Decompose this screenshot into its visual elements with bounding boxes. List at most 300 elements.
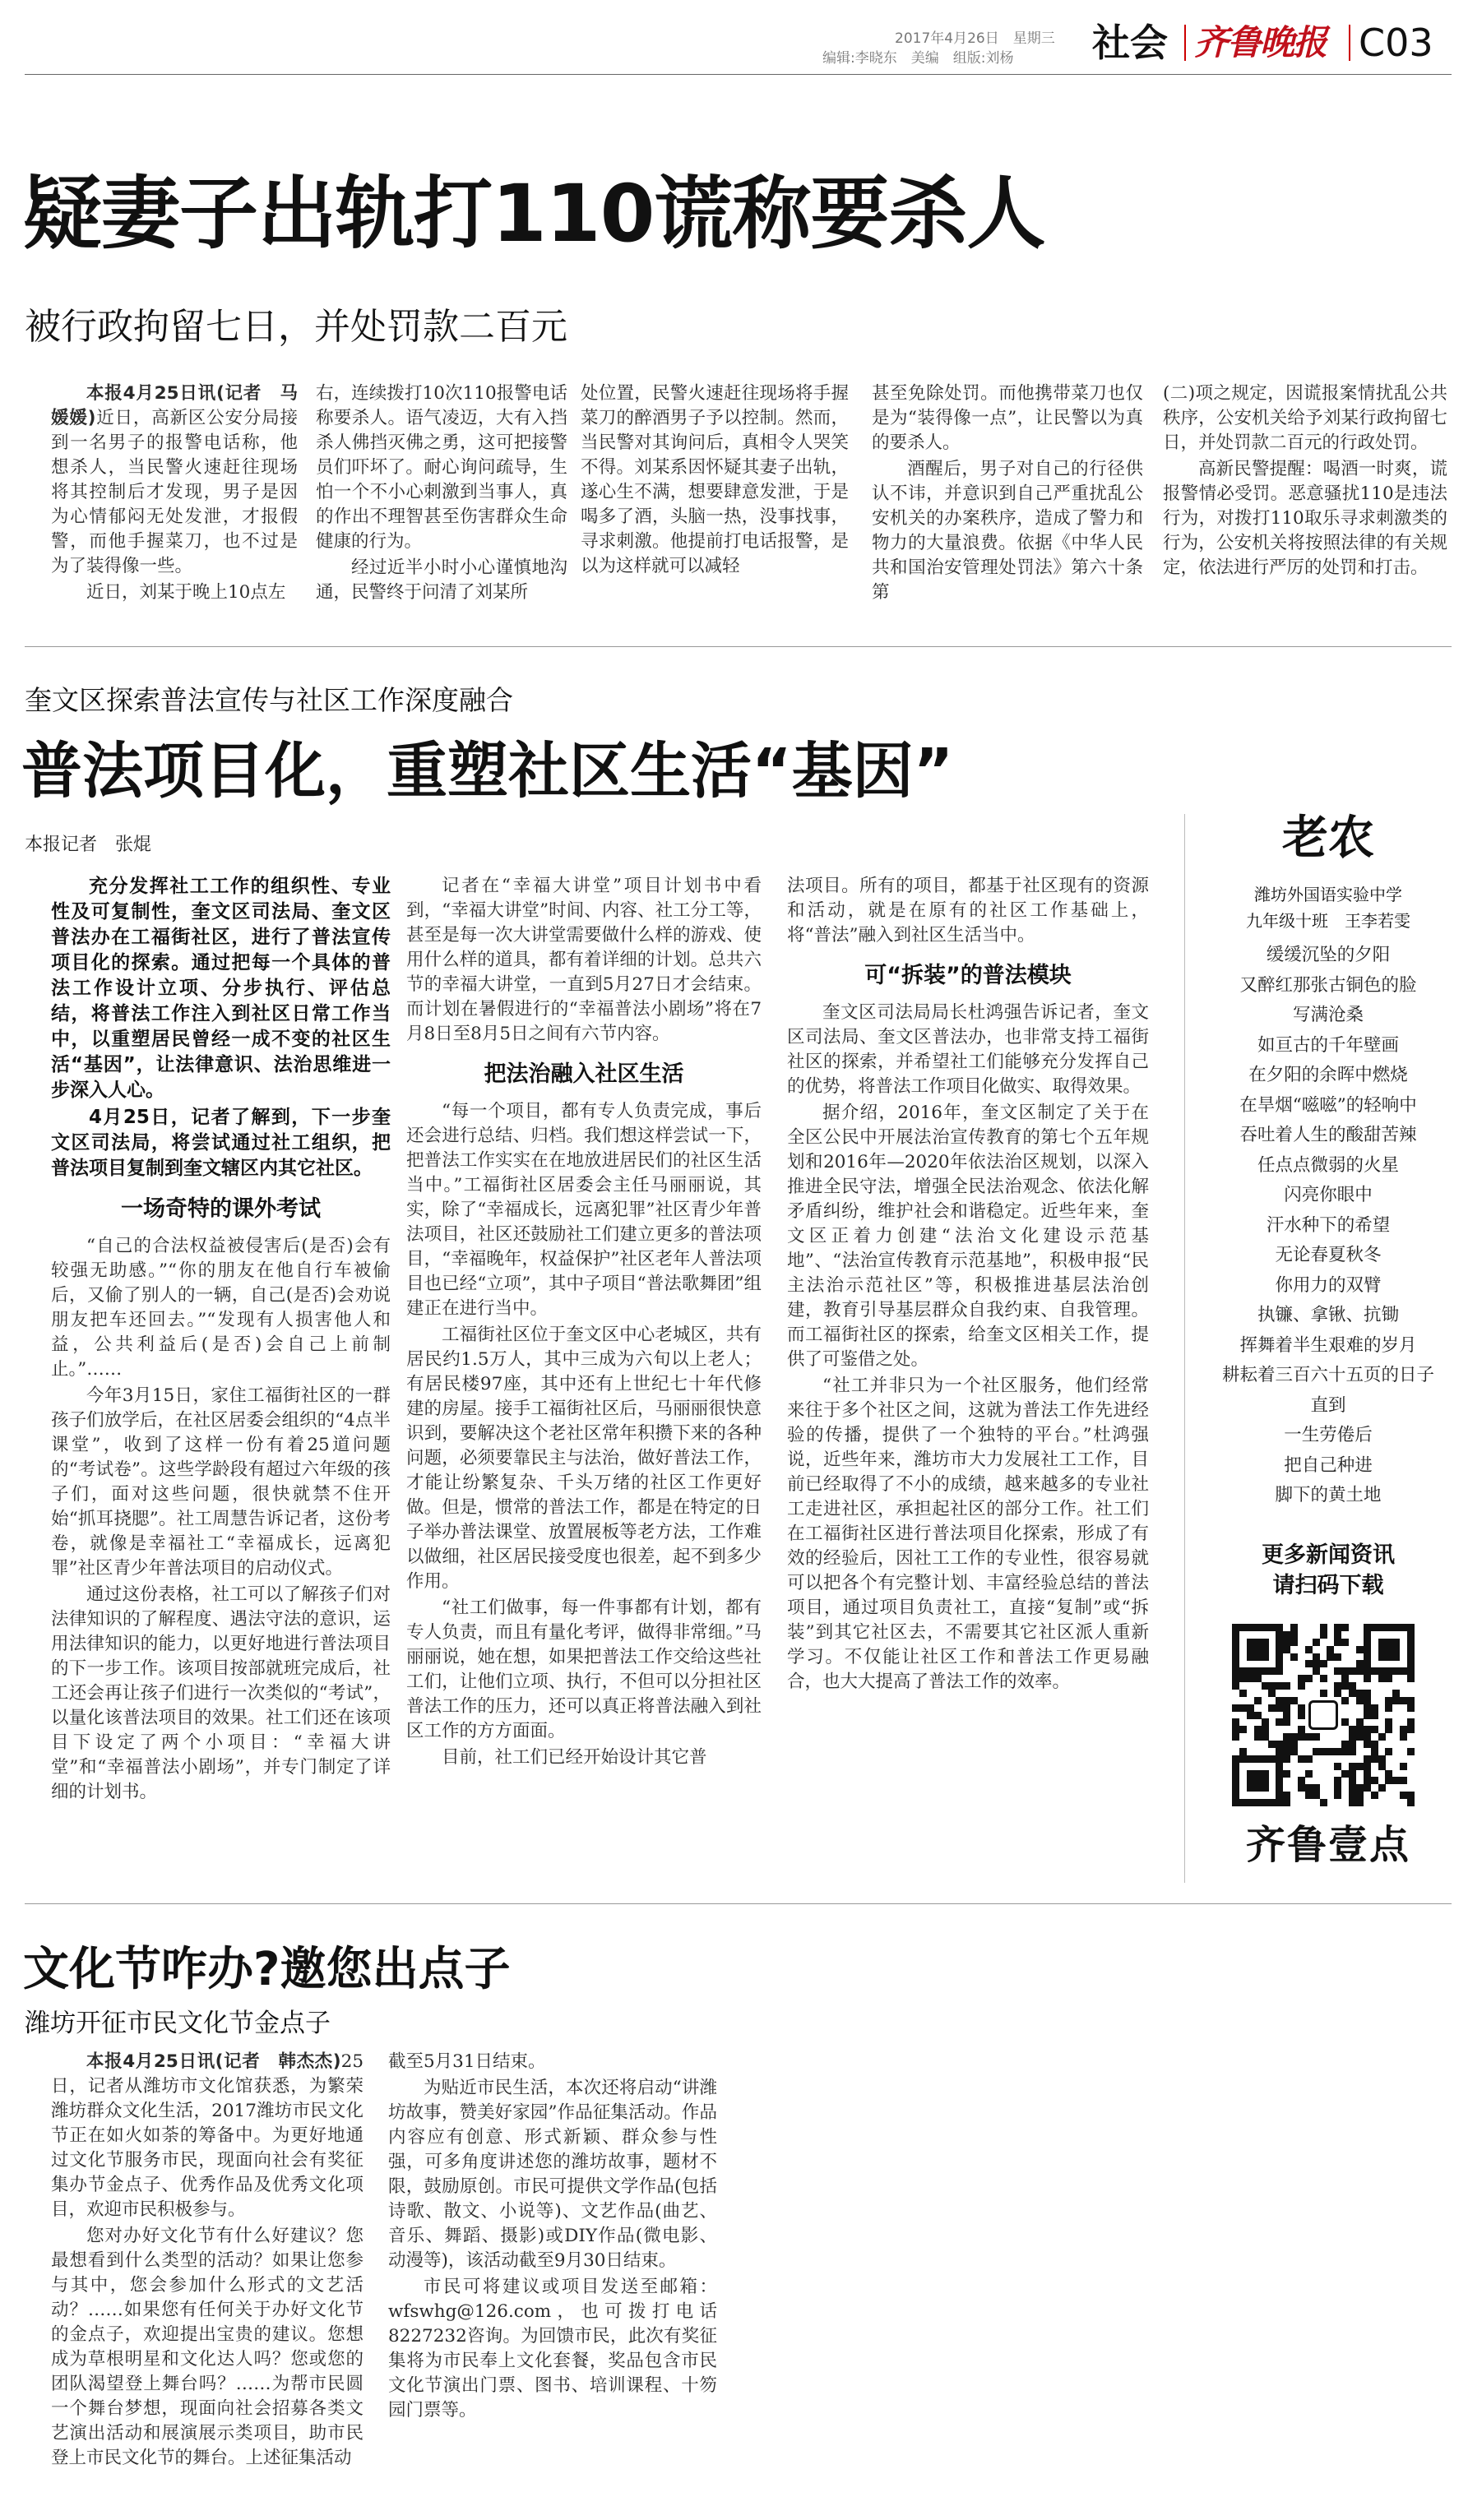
- qr-module: [1290, 1653, 1298, 1661]
- qr-module: [1283, 1639, 1290, 1646]
- paragraph: 今年3月15日，家住工福街社区的一群孩子们放学后，在社区居委会组织的“4点半课堂”，收到了这样一份有着25道问题的“考试卷”。这些学龄段有超过六年级的孩子们，面对这些问题，很快就禁不住开始“抓耳挠腮”。社工周慧告诉记者，这份考卷，就像是幸福社工“幸福成长，远离犯罪”社区青少年普法项目的启动仪式。: [51, 1385, 391, 1579]
- qr-module: [1356, 1718, 1364, 1726]
- poem-line: 一生劳倦后: [1284, 1425, 1373, 1445]
- qr-module: [1349, 1777, 1356, 1784]
- qr-module: [1276, 1718, 1283, 1726]
- qr-module: [1276, 1763, 1283, 1770]
- qr-module: [1385, 1653, 1392, 1661]
- qr-module: [1364, 1755, 1371, 1763]
- qr-module: [1262, 1682, 1269, 1690]
- qr-module: [1239, 1624, 1247, 1631]
- qr-module: [1371, 1741, 1378, 1748]
- article1-bottom-rule: [25, 646, 1452, 647]
- qr-module: [1356, 1784, 1364, 1792]
- qr-module: [1364, 1646, 1371, 1653]
- qr-module: [1341, 1624, 1349, 1631]
- qr-module: [1349, 1784, 1356, 1792]
- qr-module: [1334, 1682, 1341, 1690]
- qr-module: [1247, 1755, 1254, 1763]
- qr-module: [1356, 1646, 1364, 1653]
- qr-module: [1400, 1792, 1407, 1799]
- lead-paragraph: 充分发挥社工工作的组织性、专业性及可复制性，奎文区司法局、奎文区普法办在工福街社区，进行了普法宣传项目化的探索。通过把每一个具体的普法工作设计立项、分步执行、评估总结，将普法工作注入到社区日常工作当中，以重塑居民曾经一成不变的社区生活“基因”，让法律意识、法治思维进一步深入人心。: [51, 876, 391, 1101]
- qr-module: [1327, 1653, 1334, 1661]
- qr-module: [1305, 1784, 1313, 1792]
- article2-lead: [51, 874, 391, 1181]
- qr-module: [1341, 1741, 1349, 1748]
- qr-module: [1262, 1770, 1269, 1778]
- qr-module: [1276, 1660, 1283, 1667]
- qr-module: [1290, 1697, 1298, 1704]
- qr-module: [1385, 1726, 1392, 1733]
- qr-module: [1262, 1639, 1269, 1646]
- article2-byline: 本报记者 张焜: [25, 835, 152, 855]
- qr-module: [1232, 1726, 1239, 1733]
- header-page-number: C03: [1359, 21, 1433, 65]
- article2-vertical-rule: [1184, 814, 1185, 1883]
- qr-module: [1239, 1690, 1247, 1697]
- qr-module: [1341, 1718, 1349, 1726]
- qr-module: [1313, 1733, 1320, 1741]
- qr-module: [1320, 1624, 1327, 1631]
- article2-column-3-body-a: [787, 874, 1149, 948]
- paragraph: 甚至免除处罚。而他携带菜刀也仅是为“装得像一点”，让民警以为真的要杀人。: [872, 383, 1143, 453]
- qr-module: [1356, 1733, 1364, 1741]
- qr-module: [1268, 1624, 1276, 1631]
- qr-module: [1364, 1712, 1371, 1719]
- qr-module: [1371, 1624, 1378, 1631]
- qr-module: [1364, 1784, 1371, 1792]
- paragraph-text: 近日，高新区公安分局接到一名男子的报警电话称，他想杀人，当民警火速赶往现场将其控制后才发现，男子是因为心情郁闷无处发泄，才报假警，而他手握菜刀，也不过是为了装得像一些。: [51, 408, 298, 576]
- qr-module: [1407, 1660, 1415, 1667]
- qr-module: [1276, 1799, 1283, 1806]
- qr-module: [1371, 1712, 1378, 1719]
- qr-module: [1385, 1748, 1392, 1755]
- header-divider-2: [1349, 25, 1350, 61]
- qr-module: [1276, 1653, 1283, 1661]
- article3-column-1: [51, 2050, 364, 2472]
- poem-line: 在旱烟“嗞嗞”的轻响中: [1239, 1094, 1417, 1116]
- qr-module: [1349, 1726, 1356, 1733]
- qr-module: [1364, 1667, 1371, 1675]
- qr-module: [1247, 1639, 1254, 1646]
- promo-line-1: 更多新闻资讯: [1262, 1542, 1395, 1568]
- qr-module: [1313, 1653, 1320, 1661]
- poem-body: [1205, 941, 1452, 1511]
- qr-module: [1320, 1675, 1327, 1682]
- qr-module: [1276, 1784, 1283, 1792]
- qr-module: [1349, 1733, 1356, 1741]
- qr-module: [1364, 1741, 1371, 1748]
- qr-module: [1262, 1733, 1269, 1741]
- qr-module: [1364, 1726, 1371, 1733]
- poem-line: 把自己种进: [1284, 1454, 1373, 1476]
- poem-author: 九年级十班 王李若雯: [1246, 911, 1410, 931]
- qr-module: [1232, 1792, 1239, 1799]
- qr-module: [1232, 1784, 1239, 1792]
- qr-module: [1334, 1784, 1341, 1792]
- article2-column-3-body-b: [787, 1001, 1149, 1695]
- qr-module: [1407, 1675, 1415, 1682]
- qr-module: [1385, 1697, 1392, 1704]
- paragraph: 目前，社工们已经开始设计其它普: [442, 1747, 707, 1768]
- qr-module: [1232, 1624, 1239, 1631]
- poem-line: 执镰、拿锹、抗锄: [1257, 1305, 1399, 1325]
- qr-module: [1378, 1639, 1386, 1646]
- article3-subhead: 潍坊开征市民文化节金点子: [25, 2009, 331, 2038]
- article2-column-2-body-b: [406, 1099, 762, 1770]
- qr-module: [1262, 1784, 1269, 1792]
- qr-module: [1290, 1741, 1298, 1748]
- article1-headline: 疑妻子出轨打110谎称要杀人: [23, 168, 1045, 260]
- qr-module: [1407, 1639, 1415, 1646]
- qr-module: [1364, 1631, 1371, 1639]
- qr-module: [1298, 1777, 1305, 1784]
- qr-module: [1290, 1748, 1298, 1755]
- qr-module: [1247, 1624, 1254, 1631]
- qr-module: [1313, 1748, 1320, 1755]
- article2-kicker: 奎文区探索普法宣传与社区工作深度融合: [25, 684, 513, 716]
- paragraph-text: 25日，记者从潍坊市文化馆获悉，为繁荣潍坊群众文化生活，2017潍坊市民文化节正在如火如荼的筹备中。为更好地通过文化节服务市民，现面向社会有奖征集办节金点子、优秀作品及优秀文化项目，欢迎市民积极参与。: [51, 2051, 364, 2220]
- qr-module: [1276, 1755, 1283, 1763]
- qr-module: [1232, 1660, 1239, 1667]
- qr-module: [1371, 1755, 1378, 1763]
- qr-module: [1385, 1777, 1392, 1784]
- poem-line: 如亘古的千年壁画: [1257, 1034, 1399, 1056]
- qr-module: [1247, 1704, 1254, 1712]
- qr-module: [1232, 1770, 1239, 1778]
- qr-module: [1313, 1792, 1320, 1799]
- qr-module: [1232, 1763, 1239, 1770]
- poem-line: 闪亮你眼中: [1284, 1185, 1373, 1205]
- qr-module: [1305, 1755, 1313, 1763]
- qr-module: [1334, 1631, 1341, 1639]
- qr-module: [1385, 1704, 1392, 1712]
- qr-module: [1254, 1624, 1262, 1631]
- qr-module: [1407, 1624, 1415, 1631]
- article3-column-2: [388, 2050, 717, 2425]
- qr-module: [1247, 1653, 1254, 1661]
- qr-module: [1232, 1639, 1239, 1646]
- qr-module: [1268, 1704, 1276, 1712]
- qr-module: [1276, 1792, 1283, 1799]
- qr-module: [1313, 1660, 1320, 1667]
- qr-module: [1385, 1639, 1392, 1646]
- qr-module: [1298, 1726, 1305, 1733]
- qr-module: [1349, 1770, 1356, 1778]
- qr-module: [1283, 1718, 1290, 1726]
- qr-module: [1283, 1631, 1290, 1639]
- paragraph: 通过这份表格，社工可以了解孩子们对法律知识的了解程度、遇法守法的意识，运用法律知识的能力，以更好地进行普法项目的下一步工作。该项目按部就班完成后，社工还会再让孩子们进行一次类似的“考试”，以量化该普法项目的效果。社工们还在该项目下设定了两个小项目：“幸福大讲堂”和“幸福普法小剧场”，并专门制定了详细的计划书。: [51, 1584, 391, 1802]
- qr-module: [1407, 1631, 1415, 1639]
- qr-module: [1320, 1631, 1327, 1639]
- article3-headline: 文化节咋办?邀您出点子: [23, 1943, 511, 1996]
- paragraph: 法项目。所有的项目，都基于社区现有的资源和活动，就是在原有的社区工作基础上，将“普法”融入到社区生活当中。: [787, 876, 1149, 946]
- poem-line: 又醉红那张古铜色的脸: [1239, 974, 1417, 996]
- header-brand-logo: 齐鲁晚报: [1194, 22, 1327, 62]
- promo-line-2: 请扫码下载: [1272, 1573, 1384, 1598]
- qr-module: [1232, 1777, 1239, 1784]
- qr-module: [1268, 1682, 1276, 1690]
- qr-module: [1239, 1675, 1247, 1682]
- poem-line: 任点点微弱的火星: [1257, 1154, 1399, 1176]
- promo-logo: 齐鲁壹点: [1245, 1822, 1410, 1868]
- paragraph: 经过近半小时小心谨慎地沟通，民警终于问清了刘某所: [316, 557, 567, 603]
- qr-module: [1254, 1667, 1262, 1675]
- qr-module: [1262, 1653, 1269, 1661]
- qr-module: [1334, 1690, 1341, 1697]
- qr-module: [1254, 1639, 1262, 1646]
- qr-module: [1400, 1777, 1407, 1784]
- paragraph: [51, 2050, 364, 2222]
- qr-module: [1268, 1667, 1276, 1675]
- qr-module: [1276, 1748, 1283, 1755]
- paragraph: 右，连续拨打10次110报警电话称要杀人。语气凌迈，大有入挡杀人佛挡灭佛之勇，这可把接警员们吓坏了。耐心询问疏导，生怕一个不小心刺激到当事人，真的作出不理智甚至伤害群众生命健康的行为。: [316, 383, 567, 552]
- article2-column-1: [51, 874, 391, 1806]
- qr-module: [1400, 1733, 1407, 1741]
- qr-module: [1341, 1675, 1349, 1682]
- qr-module: [1407, 1704, 1415, 1712]
- qr-module: [1385, 1624, 1392, 1631]
- qr-module: [1247, 1675, 1254, 1682]
- qr-module: [1349, 1792, 1356, 1799]
- qr-module: [1239, 1799, 1247, 1806]
- qr-module: [1407, 1718, 1415, 1726]
- qr-module: [1392, 1697, 1400, 1704]
- qr-module: [1349, 1682, 1356, 1690]
- qr-module: [1385, 1646, 1392, 1653]
- qr-module: [1341, 1667, 1349, 1675]
- qr-module: [1364, 1704, 1371, 1712]
- qr-code[interactable]: [1232, 1624, 1415, 1806]
- qr-module: [1371, 1704, 1378, 1712]
- qr-module: [1262, 1726, 1269, 1733]
- article1-column-1: [51, 381, 298, 607]
- article1-subhead: 被行政拘留七日，并处罚款二百元: [25, 306, 567, 348]
- qr-module: [1268, 1799, 1276, 1806]
- paragraph: 高新民警提醒：喝酒一时爽，谎报警情必受罚。恶意骚扰110是违法行为，对拨打110取乐寻求刺激类的行为，公安机关将按照法律的有关规定，依法进行严厉的处罚和打击。: [1163, 459, 1447, 578]
- qr-module: [1276, 1667, 1283, 1675]
- qr-module: [1356, 1697, 1364, 1704]
- qr-module: [1262, 1624, 1269, 1631]
- qr-module: [1356, 1690, 1364, 1697]
- qr-module: [1290, 1631, 1298, 1639]
- article2-bottom-rule: [25, 1903, 1452, 1904]
- qr-module: [1313, 1639, 1320, 1646]
- qr-module: [1247, 1770, 1254, 1778]
- qr-module: [1268, 1755, 1276, 1763]
- paragraph: 为贴近市民生活，本次还将启动“讲潍坊故事，赞美好家园”作品征集活动。作品内容应有创意、形式新颖、群众参与性强，可多角度讲述您的潍坊故事，题材不限，鼓励原创。市民可提供文学作品(包括诗歌、散文、小说等)、文艺作品(曲艺、音乐、舞蹈、摄影)或DIY作品(微电影、动漫等)，该活动截至9月30日结束。: [388, 2078, 717, 2271]
- qr-module: [1262, 1799, 1269, 1806]
- qr-module: [1334, 1653, 1341, 1661]
- article2-subheading-3: 可“拆装”的普法模块: [864, 963, 1072, 988]
- qr-module: [1407, 1646, 1415, 1653]
- qr-module: [1232, 1799, 1239, 1806]
- poem-line: 无论春夏秋冬: [1275, 1245, 1382, 1265]
- qr-module: [1378, 1667, 1386, 1675]
- qr-module: [1298, 1755, 1305, 1763]
- paragraph: “每一个项目，都有专人负责完成，事后还会进行总结、归档。我们想这样尝试一下，把普法工作实实在在地放进居民们的社区生活当中。”工福街社区居委会主任马丽丽说，其实，除了“幸福成长，远离犯罪”社区青少年普法项目，社区还鼓励社工们建立更多的普法项目，“幸福晚年，权益保护”社区老年人普法项目也已经“立项”，其中子项目“普法歌舞团”组建正在进行当中。: [406, 1101, 762, 1319]
- qr-module: [1305, 1770, 1313, 1778]
- qr-module: [1364, 1675, 1371, 1682]
- poem-line: 耕耘着三百六十五页的日子: [1221, 1365, 1434, 1385]
- qr-module: [1268, 1690, 1276, 1697]
- poem-school: 潍坊外国语实验中学: [1254, 885, 1402, 904]
- qr-module: [1298, 1682, 1305, 1690]
- qr-module: [1334, 1624, 1341, 1631]
- qr-module: [1371, 1748, 1378, 1755]
- qr-module: [1341, 1748, 1349, 1755]
- qr-module: [1276, 1639, 1283, 1646]
- header-section: 社会: [1092, 21, 1168, 65]
- qr-module: [1334, 1639, 1341, 1646]
- paragraph: 市民可将建议或项目发送至邮箱：wfswhg@126.com，也可拨打电话8227232咨询。为回馈市民，此次有奖征集将为市民奉上文化套餐，奖品包含市民文化节演出门票、图书、培训课程、十笏园门票等。: [388, 2277, 717, 2421]
- qr-module: [1232, 1733, 1239, 1741]
- qr-module: [1392, 1624, 1400, 1631]
- poem-line: 你用力的双臂: [1275, 1274, 1382, 1296]
- qr-module: [1232, 1755, 1239, 1763]
- qr-module: [1320, 1748, 1327, 1755]
- qr-module: [1378, 1646, 1386, 1653]
- article2-headline: 普法项目化，重塑社区生活“基因”: [21, 736, 954, 807]
- article2-column-2-body-a: [406, 874, 762, 1047]
- qr-module: [1371, 1726, 1378, 1733]
- qr-module: [1334, 1748, 1341, 1755]
- header-staff: 编辑:李晓东 美编 组版:刘杨: [822, 50, 1014, 67]
- paragraph: 酒醒后，男子对自己的行径供认不讳，并意识到自己严重扰乱公安机关的办案秩序，造成了警力和物力的大量浪费。依据《中华人民共和国治安管理处罚法》第六十条第: [872, 459, 1143, 603]
- qr-module: [1254, 1784, 1262, 1792]
- qr-module: [1364, 1777, 1371, 1784]
- qr-module: [1283, 1770, 1290, 1778]
- qr-module: [1247, 1667, 1254, 1675]
- article1-column-5: [1163, 381, 1447, 582]
- qr-module: [1298, 1733, 1305, 1741]
- qr-module: [1239, 1667, 1247, 1675]
- header-date: 2017年4月26日 星期三: [895, 30, 1055, 47]
- qr-module: [1305, 1675, 1313, 1682]
- qr-module: [1356, 1667, 1364, 1675]
- qr-module: [1283, 1755, 1290, 1763]
- qr-module: [1349, 1763, 1356, 1770]
- qr-module: [1407, 1667, 1415, 1675]
- qr-module: [1232, 1631, 1239, 1639]
- poem-line: 挥舞着半生艰难的岁月: [1239, 1334, 1417, 1356]
- qr-module: [1283, 1697, 1290, 1704]
- dateline: 本报4月25日讯(记者 马媛媛): [51, 383, 298, 428]
- qr-module: [1254, 1646, 1262, 1653]
- qr-module: [1262, 1755, 1269, 1763]
- article2-subheading-2: 把法治融入社区生活: [484, 1061, 684, 1087]
- qr-module: [1364, 1624, 1371, 1631]
- qr-module: [1341, 1682, 1349, 1690]
- qr-module: [1378, 1624, 1386, 1631]
- qr-module: [1276, 1704, 1283, 1712]
- qr-module: [1276, 1631, 1283, 1639]
- article1-column-4: [872, 381, 1143, 607]
- qr-module: [1407, 1792, 1415, 1799]
- qr-module: [1254, 1777, 1262, 1784]
- qr-module: [1313, 1784, 1320, 1792]
- qr-module: [1254, 1712, 1262, 1719]
- qr-module: [1298, 1712, 1305, 1719]
- qr-module: [1262, 1777, 1269, 1784]
- qr-module: [1356, 1726, 1364, 1733]
- qr-module: [1385, 1667, 1392, 1675]
- qr-module: [1378, 1675, 1386, 1682]
- article2-column-2: [406, 874, 762, 1772]
- qr-module: [1371, 1667, 1378, 1675]
- paragraph: “自己的合法权益被侵害后(是否)会有较强无助感。”“你的朋友在他自行车被偷后，又偷了别人的一辆，自己(是否)会劝说朋友把车还回去。”“发现有人损害他人和益，公共利益后(是否)会自己上前制止。”……: [51, 1236, 391, 1380]
- qr-module: [1276, 1697, 1283, 1704]
- qr-module: [1364, 1690, 1371, 1697]
- qr-module: [1298, 1704, 1305, 1712]
- header-divider-1: [1184, 25, 1186, 61]
- qr-module: [1378, 1755, 1386, 1763]
- qr-module: [1392, 1653, 1400, 1661]
- qr-module: [1320, 1690, 1327, 1697]
- qr-module: [1407, 1653, 1415, 1661]
- paragraph: 近日，刘某于晚上10点左: [86, 582, 286, 603]
- qr-module: [1305, 1792, 1313, 1799]
- qr-module: [1290, 1624, 1298, 1631]
- paragraph: 您对办好文化节有什么好建议？您最想看到什么类型的活动？如果让您参与其中，您会参加什么形式的文艺活动？……如果您有任何关于办好文化节的金点子，欢迎提出宝贵的建议。您想成为草根明星和文化达人吗？您或您的团队渴望登上舞台吗？……为帮市民圆一个舞台梦想，现面向社会招募各类文艺演出活动和展演展示类项目，助市民登上市民文化节的舞台。上述征集活动: [51, 2226, 364, 2468]
- poem-line: 直到: [1310, 1394, 1346, 1416]
- poem-line: 在夕阳的余晖中燃烧: [1248, 1065, 1408, 1085]
- paragraph: 记者在“幸福大讲堂”项目计划书中看到，“幸福大讲堂”时间、内容、社工分工等，甚至是每一次大讲堂需要做什么样的游戏、使用什么样的道具，都有着详细的计划。总共六节的幸福大讲堂，一直到5月27日才会结束。而计划在暑假进行的“幸福普法小剧场”将在7月8日至8月5日之间有六节内容。: [406, 876, 762, 1044]
- qr-module: [1371, 1792, 1378, 1799]
- qr-module: [1341, 1697, 1349, 1704]
- qr-module: [1232, 1653, 1239, 1661]
- qr-module: [1283, 1682, 1290, 1690]
- qr-module: [1349, 1748, 1356, 1755]
- poem-line: 汗水种下的希望: [1266, 1214, 1391, 1236]
- qr-module: [1254, 1733, 1262, 1741]
- qr-module: [1239, 1726, 1247, 1733]
- qr-module: [1385, 1675, 1392, 1682]
- paragraph: “社工们做事，每一件事都有计划，都有专人负责，而且有量化考评，做得非常细。”马丽丽说，她在想，如果把普法工作交给这些社工们，让他们立项、执行，不但可以分担社区普法工作的压力，还可以真正将普法融入到社区工作的方方面面。: [406, 1598, 762, 1741]
- qr-module: [1276, 1682, 1283, 1690]
- paragraph: 截至5月31日结束。: [388, 2051, 546, 2072]
- qr-module: [1305, 1660, 1313, 1667]
- qr-module: [1400, 1763, 1407, 1770]
- paragraph: (二)项之规定，因谎报案情扰乱公共秩序，公安机关给予刘某行政拘留七日，并处罚款二百元的行政处罚。: [1163, 383, 1447, 453]
- qr-module: [1283, 1712, 1290, 1719]
- qr-module: [1254, 1755, 1262, 1763]
- qr-module: [1364, 1653, 1371, 1661]
- qr-module: [1392, 1667, 1400, 1675]
- qr-module: [1349, 1741, 1356, 1748]
- poem-sidebar: [1205, 806, 1452, 1511]
- qr-module: [1356, 1763, 1364, 1770]
- article2-column-3: [787, 874, 1149, 1696]
- qr-module: [1276, 1646, 1283, 1653]
- qr-module: [1298, 1675, 1305, 1682]
- qr-module: [1378, 1733, 1386, 1741]
- qr-module: [1254, 1726, 1262, 1733]
- qr-module: [1392, 1690, 1400, 1697]
- qr-module: [1364, 1770, 1371, 1778]
- qr-module: [1378, 1763, 1386, 1770]
- qr-module: [1378, 1653, 1386, 1661]
- qr-module: [1364, 1660, 1371, 1667]
- qr-module: [1364, 1763, 1371, 1770]
- qr-module: [1407, 1726, 1415, 1733]
- lead-paragraph: 4月25日，记者了解到，下一步奎文区司法局，将尝试通过社工组织，把普法项目复制到奎文辖区内其它社区。: [51, 1107, 391, 1179]
- qr-module: [1385, 1718, 1392, 1726]
- qr-module: [1276, 1624, 1283, 1631]
- qr-module: [1298, 1784, 1305, 1792]
- qr-module: [1364, 1697, 1371, 1704]
- qr-module: [1341, 1770, 1349, 1778]
